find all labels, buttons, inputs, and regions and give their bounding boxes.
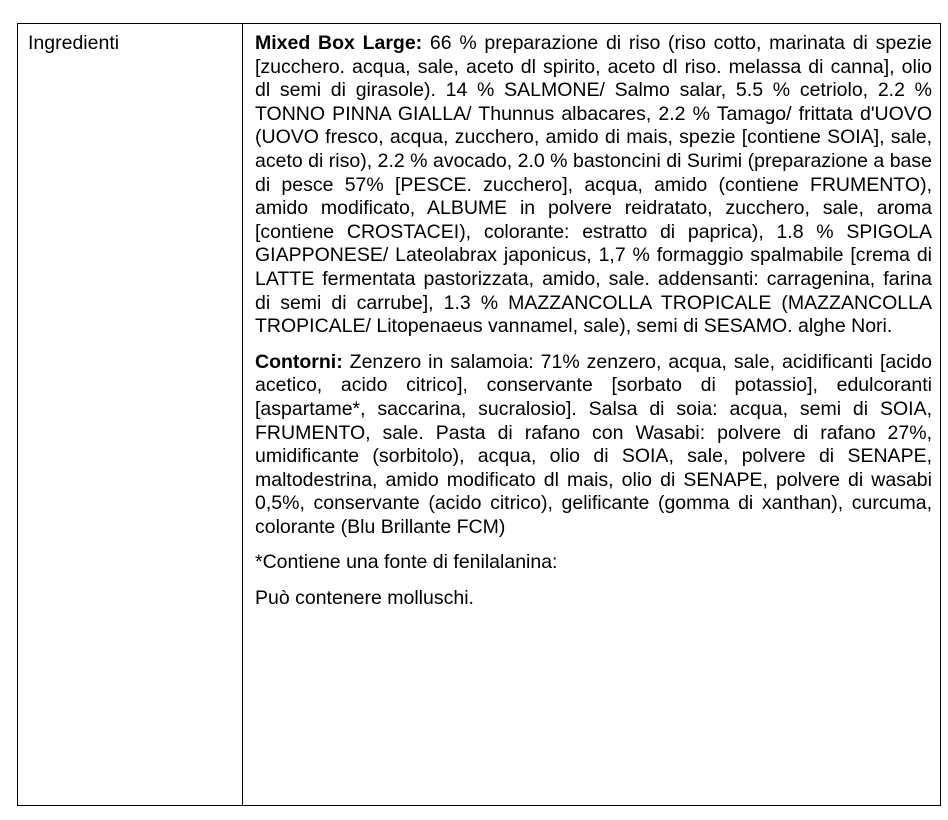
molluscs-note: Può contenere molluschi. bbox=[255, 587, 474, 610]
mixed-box-heading: Mixed Box Large: bbox=[255, 32, 423, 54]
contorni-text: Zenzero in salamoia: 71% zenzero, acqua, sale, acidificanti [acido acetico, acido citrico], conservante [sorbato di potassio], edulcoranti [aspartame*, saccarina, sucralosio]. Salsa di soia: acqua, semi di SOIA, FRUMENTO, sale. Pasta di rafano con Wasabi: polvere di rafano 27%, umidificante (sorbitolo), acqua, olio di SOIA, sale, polvere di SENAPE, maltodestrina, amido modificato dl mais, olio di SENAPE, polvere di wasabi 0,5%, conservante (acido citrico), gelificante (gomma di xanthan), curcuma, colorante (Blu Brillante FCM) bbox=[255, 350, 932, 538]
ingredients-label-cell bbox=[18, 24, 243, 805]
ingredients-content-cell bbox=[243, 24, 940, 805]
contorni-heading: Contorni: bbox=[255, 350, 343, 373]
ingredients-table bbox=[17, 23, 941, 806]
phenylalanine-note: *Contiene una fonte di fenilalanina: bbox=[255, 551, 558, 574]
mixed-box-text: 66 % preparazione di riso (riso cotto, marinata di spezie [zucchero. acqua, sale, aceto dl spirito, aceto dl riso. melassa di canna], olio dl semi di girasole). 14 % SALMONE/ Salmo salar, 5.5 % cetriolo, 2.2 % TONNO PINNA GIALLA/ Thunnus albacares, 2.2 % Tamago/ frittata d'UOVO (UOVO fresco, acqua, zucchero, amido di mais, spezie [contiene SOIA], sale, aceto di riso), 2.2 % avocado, 2.0 % bastoncini di Surimi (preparazione a base di pesce 57% [PESCE. zucchero], acqua, amido (contiene FRUMENTO), amido modificato, ALBUME in polvere reidratato, zucchero, sale, aroma [contiene CROSTACEI), colorante: estratto di paprica), 1.8 % SPIGOLA GIAPPONESE/ Lateolabrax japonicus, 1,7 % formaggio spalmabile [crema di LATTE fermentata pastorizzata, amido, sale. addensanti: carragenina, farina di semi di carrube], 1.3 % MAZZANCOLLA TROPICALE (MAZZANCOLLA TROPICALE/ Litopenaeus vannamel, sale), semi di SESAMO. alghe Nori. bbox=[255, 32, 932, 338]
mixed-box-paragraph bbox=[255, 32, 932, 339]
contorni-paragraph bbox=[255, 351, 932, 540]
ingredients-label: Ingredienti bbox=[28, 32, 120, 54]
